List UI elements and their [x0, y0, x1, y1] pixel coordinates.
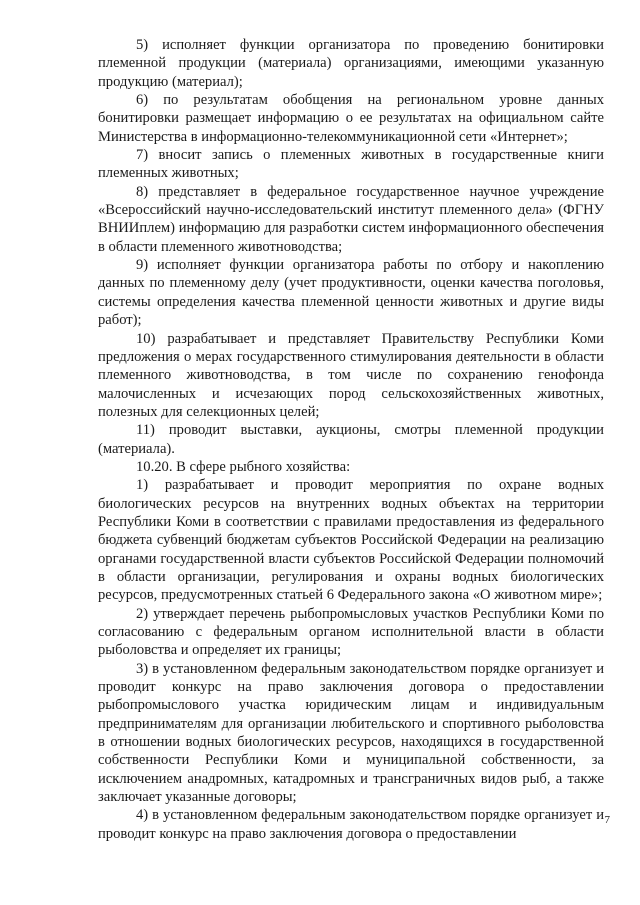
paragraph-item-6: 6) по результатам обобщения на региональном уровне данных бонитировки размещает информацию о ее результатах на официальном сайте Министерства в информационно-телекоммуникационной сети «Интернет»;: [98, 92, 604, 145]
section-heading-fisheries: 10.20. В сфере рыбного хозяйства:: [136, 458, 351, 475]
paragraph-fish-item-2: 2) утверждает перечень рыбопромысловых участков Республики Коми по согласованию с федеральным органом исполнительной власти в области рыболовства и определяет их границы;: [98, 605, 604, 659]
paragraph-fish-item-1: 1) разрабатывает и проводит мероприятия по охране водных биологических ресурсов на внутренних водных объектах на территории Республики Коми в соответствии с правилами предоставления из федерального бюджета субвенций бюджетам субъектов Российской Федерации на реализацию органами государственной власти субъектов Российской Федерации полномочий в области организации, регулирования и охраны водных биологических ресурсов, предусмотренных статьей 6 Федерального закона «О животном мире»;: [98, 477, 604, 604]
paragraph-item-5: 5) исполняет функции организатора по проведению бонитировки племенной продукции (материала) организациями, имеющими указанную продукцию (материал);: [98, 37, 604, 90]
paragraph-fish-item-4: 4) в установленном федеральным законодательством порядке организует и проводит конкурс на право заключения договора о предоставлении: [98, 807, 604, 842]
paragraph-item-8: 8) представляет в федеральное государственное научное учреждение «Всероссийский научно-исследовательский институт племенного дела» (ФГНУ ВНИИплем) информацию для разработки систем информационного обеспечения в области племенного животноводства;: [98, 183, 604, 255]
paragraph-item-10: 10) разрабатывает и представляет Правительству Республики Коми предложения о мерах государственного стимулирования деятельности в области племенного животноводства, в том числе по сохранению генофонда малочисленных и исчезающих пород сельскохозяйственных животных, полезных для селекционных целей;: [98, 330, 604, 420]
paragraph-fish-item-3: 3) в установленном федеральным законодательством порядке организует и проводит конкурс на право заключения договора о предоставлении рыбопромыслового участка юридическим лицам и индивидуальным предпринимателям для организации любительского и спортивного рыболовства в отношении водных биологических ресурсов, находящихся в государственной собственности Республики Коми и муниципальной собственности, за исключением анадромных, катадромных и трансграничных видов рыб, а также заключает указанные договоры;: [98, 660, 604, 806]
paragraph-item-11: 11) проводит выставки, аукционы, смотры племенной продукции (материала).: [98, 422, 604, 457]
page-number: 7: [604, 814, 610, 826]
document-body: [98, 36, 604, 843]
paragraph-item-9: 9) исполняет функции организатора работы по отбору и накоплению данных по племенному делу (учет продуктивности, оценки качества поголовья, системы определения качества племенной ценности животных и другие виды работ);: [98, 257, 604, 329]
paragraph-item-7: 7) вносит запись о племенных животных в государственные книги племенных животных;: [98, 147, 604, 182]
